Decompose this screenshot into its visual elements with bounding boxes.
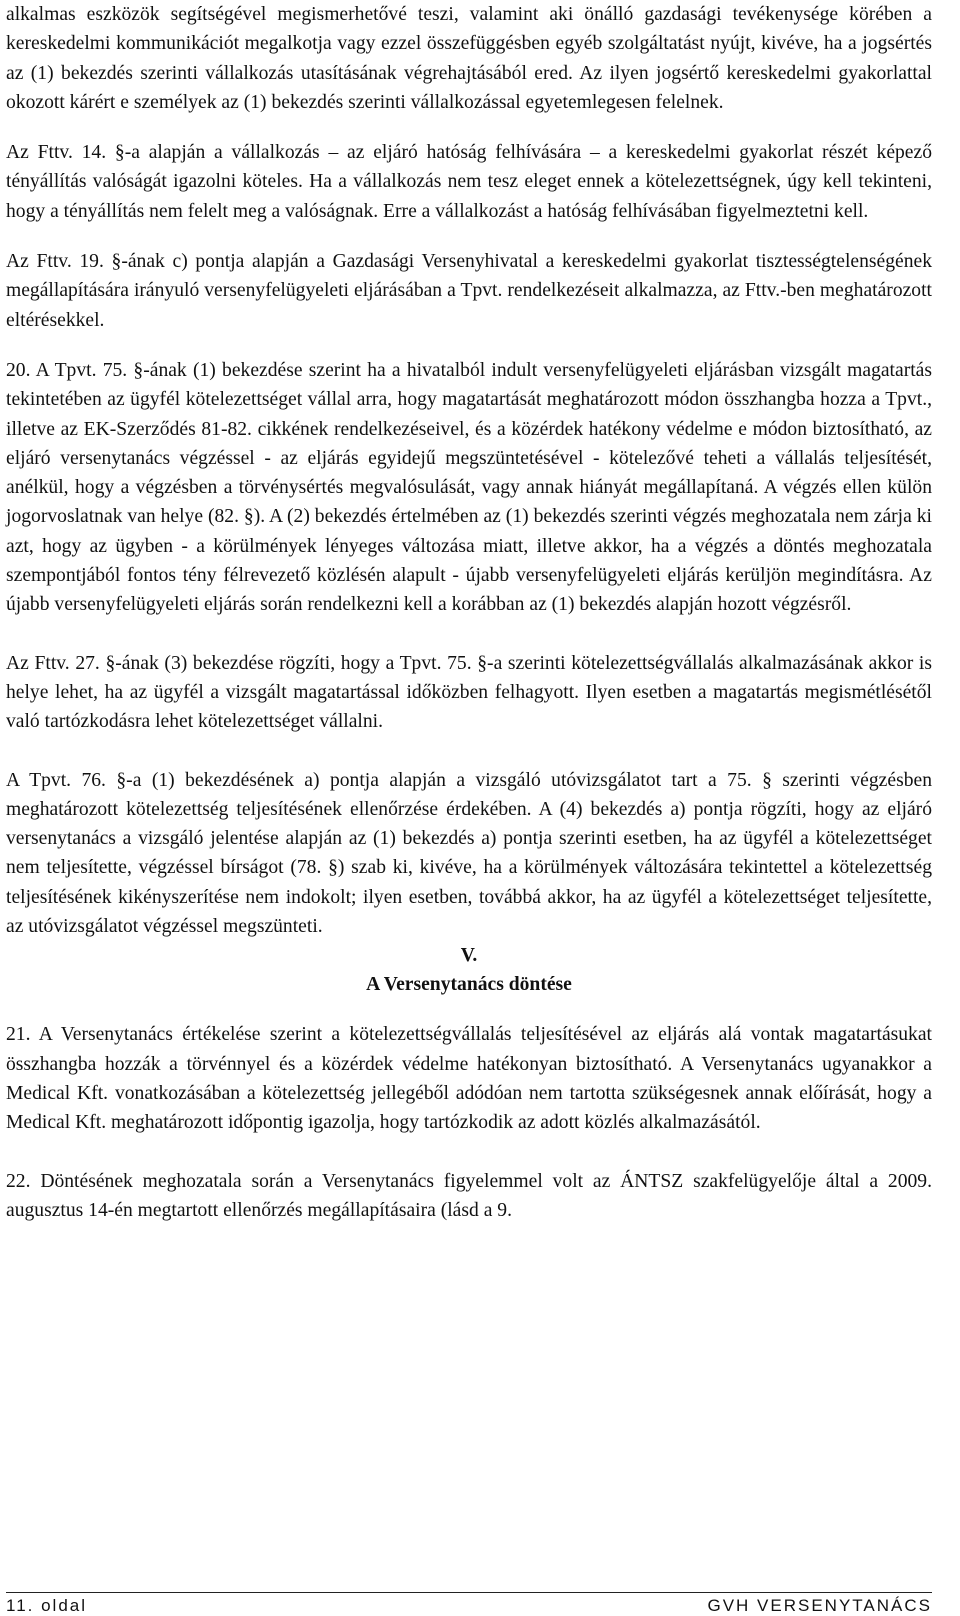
paragraph-fttv-liability: alkalmas eszközök segítségével megismerhetővé teszi, valamint aki önálló gazdasági tevékenysége körében a kereskedelmi kommunikációt megalkotja vagy ezzel összefüggésben egyéb szolgáltatást nyújt, kivéve, ha a jogsértés az (1) bekezdés szerinti vállalkozás utasításának végrehajtásából ered. Az ilyen jogsértő kereskedelmi gyakorlattal okozott kárért e személyek az (1) bekezdés szerinti vállalkozással egyetemlegesen felelnek.: [6, 4, 932, 113]
footer-organization: GVH VERSENYTANÁCS: [707, 1596, 932, 1615]
footer-page-number: 11. oldal: [6, 1596, 88, 1615]
paragraph-fttv-19: Az Fttv. 19. §-ának c) pontja alapján a Gazdasági Versenyhivatal a kereskedelmi gyakorlat tisztességtelenségének megállapítására irányuló versenyfelügyeleti eljárásában a Tpvt. rendelkezéseit alkalmazza, az Fttv.-ben meghatározott eltérésekkel.: [6, 251, 932, 331]
paragraph-tpvt-76: A Tpvt. 76. §-a (1) bekezdésének a) pontja alapján a vizsgáló utóvizsgálatot tart a 75. § szerinti végzésben meghatározott kötelezettség teljesítésének ellenőrzése érdekében. A (4) bekezdés a) pontja rögzíti, hogy az eljáró versenytanács a vizsgáló jelentése alapján az (1) bekezdés a) pontja szerinti esetben, ha az ügyfél a kötelezettséget nem teljesítette, végzéssel bírságot (78. §) szab ki, kivéve, ha a körülmények változására tekintettel a kötelezettség teljesítésének kikényszerítése nem indokolt; ilyen esetben, továbbá akkor, ha az ügyfél a kötelezettséget teljesítette, az utóvizsgálatot végzéssel megszünteti.: [6, 769, 932, 938]
paragraph-21: 21. A Versenytanács értékelése szerint a kötelezettségvállalás teljesítésével az eljárás alá vontak magatartásukat összhangba hozzák a törvénnyel és a közérdek védelme hatékonyan biztosítható. A Versenytanács ugyanakkor a Medical Kft. vonatkozásában a kötelezettség jellegéből adódóan nem tartotta szükségesnek annak előírását, hogy a Medical Kft. meghatározott időpontig igazolja, hogy tartózkodik az adott közlés alkalmazásától.: [6, 1024, 932, 1134]
page-footer: [6, 1592, 932, 1614]
section-number: V.: [460, 945, 478, 967]
section-title: A Versenytanács döntése: [366, 974, 572, 996]
paragraph-fttv-14: Az Fttv. 14. §-a alapján a vállalkozás – az eljáró hatóság felhívására – a kereskedelmi gyakorlat részét képező tényállítás valóságát igazolni köteles. Ha a vállalkozás nem tesz eleget ennek a kötelezettségnek, úgy kell tekinteni, hogy a tényállítás nem felelt meg a valóságnak. Erre a vállalkozást a hatóság felhívásában figyelmeztetni kell.: [6, 142, 932, 222]
paragraph-22: 22. Döntésének meghozatala során a Versenytanács figyelemmel volt az ÁNTSZ szakfelügyelője által a 2009. augusztus 14-én megtartott ellenőrzés megállapításaira (lásd a 9.: [6, 1170, 932, 1221]
paragraph-fttv-27: Az Fttv. 27. §-ának (3) bekezdése rögzíti, hogy a Tpvt. 75. §-a szerinti kötelezettségvállalás alkalmazásának akkor is helye lehet, ha az ügyfél a vizsgált magatartással időközben felhagyott. Ilyen esetben a magatartás megismétlésétől való tartózkodásra lehet kötelezettséget vállalni.: [6, 652, 932, 733]
document-page: [6, 0, 932, 1225]
paragraph-20: 20. A Tpvt. 75. §-ának (1) bekezdése szerint ha a hivatalból indult versenyfelügyeleti eljárásban vizsgált magatartás tekintetében az ügyfél kötelezettséget vállal arra, hogy magatartását meghatározott módon összhangba hozza a Tpvt., illetve az EK-Szerződés 81-82. cikkének rendelkezéseivel, és a közérdek hatékony védelme e módon biztosítható, az eljáró versenytanács végzéssel - az eljárás egyidejű megszüntetésével - kötelezővé teheti a vállalás teljesítését, anélkül, hogy a végzésben a törvénysértés megvalósulását, vagy annak hiányát megállapítaná. A végzés ellen külön jogorvoslatnak van helye (82. §). A (2) bekezdés értelmében az (1) bekezdés szerinti végzés meghozatala nem zárja ki azt, hogy az ügyben - a körülmények lényeges változása miatt, illetve akkor, ha a végzés a döntés meghozatala szempontjából fontos tény félrevezető közlésén alapult - újabb versenyfelügyeleti eljárás kerüljön megindításra. Az újabb versenyfelügyeleti eljárás során rendelkezni kell a korábban az (1) bekezdés alapján hozott végzésről.: [6, 359, 932, 616]
